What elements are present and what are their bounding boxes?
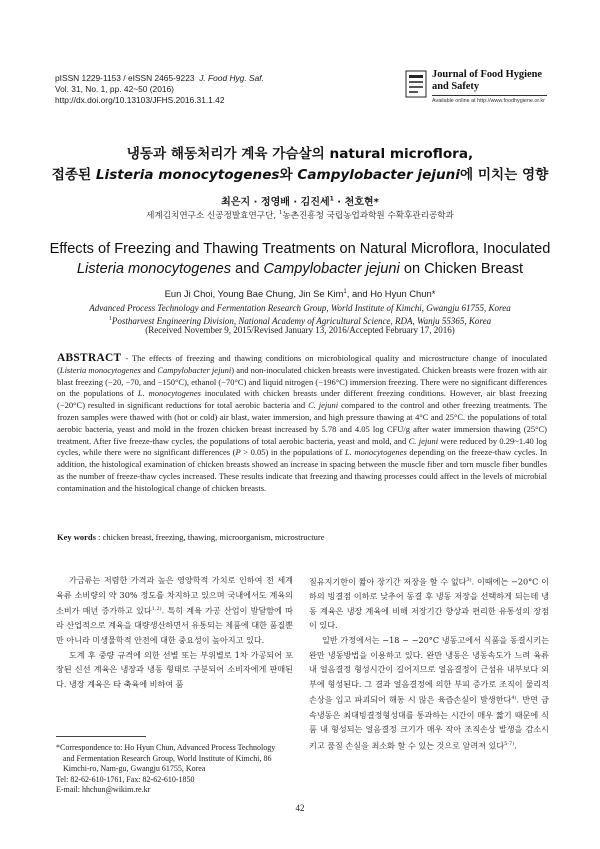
english-title-line2: Listeria monocytogenes and Campylobacter jejuni on Chicken Breast <box>76 261 524 277</box>
body-paragraph: 질유지기한이 짧아 장기간 저장을 할 수 없다$^{3)}$. 이때에는 −20°C 이하의 빙결점 이하로 낮추어 동결 후 냉동 저장을 선택하게 되는데 냉동 계육은 냉장 계육에 비해 저장기간 향상과 편리한 유통성의 장점이 있다. <box>309 576 549 631</box>
journal-logo-icon <box>405 70 427 98</box>
footnote-divider <box>56 736 146 737</box>
page-number: 42 <box>295 803 305 813</box>
english-affiliation-2: $^1$Postharvest Engineering Division, National Academy of Agricultural Science, RDA, Wanju 55365, Korea <box>108 316 492 326</box>
english-authors: Eun Ji Choi, Young Bae Chung, Jin Se Kim$^1$, and Ho Hyun Chun* <box>164 288 436 299</box>
journal-abbrev: J. Food Hyg. Saf. <box>199 73 264 83</box>
body-paragraph: 일반 가정에서는 −18 ~ −20°C 냉동고에서 식품을 동결시키는 완만 냉동방법을 이용하고 있다. 완만 냉동은 냉동속도가 느려 육류 내 얼음결정 형성시간이 길어지므로 얼음결정이 근섬유 내부보다 외부에 형성된다. 그 결과 얼음결정에 의한 부피 증가로 조직이 물리적 손상을 입고 파괴되어 해동 시 많은 육즙손실이 발생한다$^{4)}$. 반면 급속냉동은 최대빙결정형성대를 통과하는 시간이 매우 짧기 때문에 식품 내 형성되는 얼음결정 크기가 매우 작아 조직손상 발생을 감소시키고 품질 손실을 최소화 할 수 있는 것으로 알려져 있다$^{5-7)}$. <box>309 635 549 751</box>
english-title-line1: Effects of Freezing and Thawing Treatments on Natural Microflora, Inoculated <box>49 241 551 257</box>
abstract-heading: ABSTRACT <box>57 352 122 364</box>
correspondence-footnote: *Correspondence to: Ho Hyun Chun, Advanced Process Technology and Fermentation Research Group, World Institute of Kimchi, 86 Kimchi-ro, Nam-gu, Gwangju 61755, Korea Tel: 82-62-610-1761, Fax: 82-62-610-1850 E-mail: hhchun@wikim.re.kr <box>56 743 296 796</box>
doi-link[interactable]: http://dx.doi.org/10.13103/JFHS.2016.31.1.42 <box>55 94 225 105</box>
english-affiliation-1: Advanced Process Technology and Fermentation Research Group, World Institute of Kimchi, Gwangju 61755, Korea <box>89 303 511 313</box>
journal-name: Journal of Food Hygiene and Safety <box>432 69 542 92</box>
korean-affiliation: 세계김치연구소 신공정발효연구단, $^1$농촌진흥청 국립농업과학원 수확후관리공학과 <box>146 210 454 221</box>
publication-info <box>55 73 264 105</box>
korean-title-line2: 접종된 Listeria monocytogenes와 Campylobacter jejuni에 미치는 영향 <box>51 167 549 183</box>
body-left-column <box>56 573 293 691</box>
received-dates: (Received November 9, 2015/Revised January 13, 2016/Accepted February 17, 2016) <box>145 325 455 335</box>
body-paragraph: 도계 후 중량 규격에 의한 선별 또는 부위별로 1차 가공되어 포장된 신선 계육은 냉장과 냉동 형태로 구분되어 소비자에게 판매된다. 냉장 계육은 타 축육에 비하여 품 <box>56 649 293 689</box>
journal-website[interactable]: Available online at http://www.foodhygiene.or.kr <box>432 98 545 104</box>
korean-authors: 최은지 · 정영배 · 김진세$^1$ · 천호현* <box>221 195 379 208</box>
korean-title-line1: 냉동과 해동처리가 계육 가슴살의 natural microflora, <box>126 146 474 162</box>
body-paragraph: 가금류는 저렴한 가격과 높은 영양학적 가치로 인하여 전 세계 육류 소비량의 약 30% 정도를 차지하고 있으며 국내에서도 계육의 소비가 매년 증가하고 있다$^{1,2)}$. 특히 계육 가공 산업이 발달함에 따라 산업적으로 계육을 대량생산하면서 유통되는 제품에 대한 품질뿐만 아니라 미생물학적 안전에 대한 중요성이 높아지고 있다. <box>56 575 293 646</box>
volume-line: Vol. 31, No. 1, pp. 42~50 (2016) <box>55 83 174 94</box>
abstract: ABSTRACT - The effects of freezing and thawing conditions on microbiological quality and microstructure change of inoculated (Listeria monocytogenes and Campylobacter jejuni) and non-inoculated chicken breasts were investigated. Chicken breasts were frozen with air blast freezing (−20, −70, and −150°C), ethanol (−70°C) and liquid nitrogen (−196°C) immersion freezing. There were no significant differences on the populations of L. monocytogenes inoculated with chicken breasts under different freezing conditions. However, air blast freezing (−20°C) resulted in significant reductions for total aerobic bacteria and C. jejuni compared to the control and other freezing treatments. The frozen samples were thawed with (hot or cold) air blast, water immersion, and high pressure thawing at 4°C and 25°C. the populations of total aerobic bacteria, yeast and mold in the frozen chicken breast increased by 5.78 and 4.05 log CFU/g after water immersion thawing (25°C) treatment. After five freeze-thaw cycles, the populations of total aerobic bacteria, yeast and mold, and C. jejuni were reduced by 0.29~1.40 log cycles, while there were no significant differences (P > 0.05) in the populations of L. monocytogenes depending on the freeze-thaw cycles. In addition, the histological examination of chicken breasts showed an increase in spacing between the muscle fiber and torn muscle fiber bundles as the number of freeze-thaw cycles increased. These results indicate that freezing and thawing processes could affect in the levels of microbial contamination and the histological change of chicken breasts. <box>57 352 548 493</box>
body-right-column <box>309 573 549 753</box>
keywords: Key words : chicken breast, freezing, thawing, microorganism, microstructure <box>57 532 325 542</box>
email-link[interactable]: E-mail: hhchun@wikim.re.kr <box>56 785 151 795</box>
issn-line: pISSN 1229-1153 / eISSN 2465-9223 <box>55 73 195 83</box>
journal-rule <box>432 95 547 96</box>
journal-masthead <box>405 68 547 108</box>
